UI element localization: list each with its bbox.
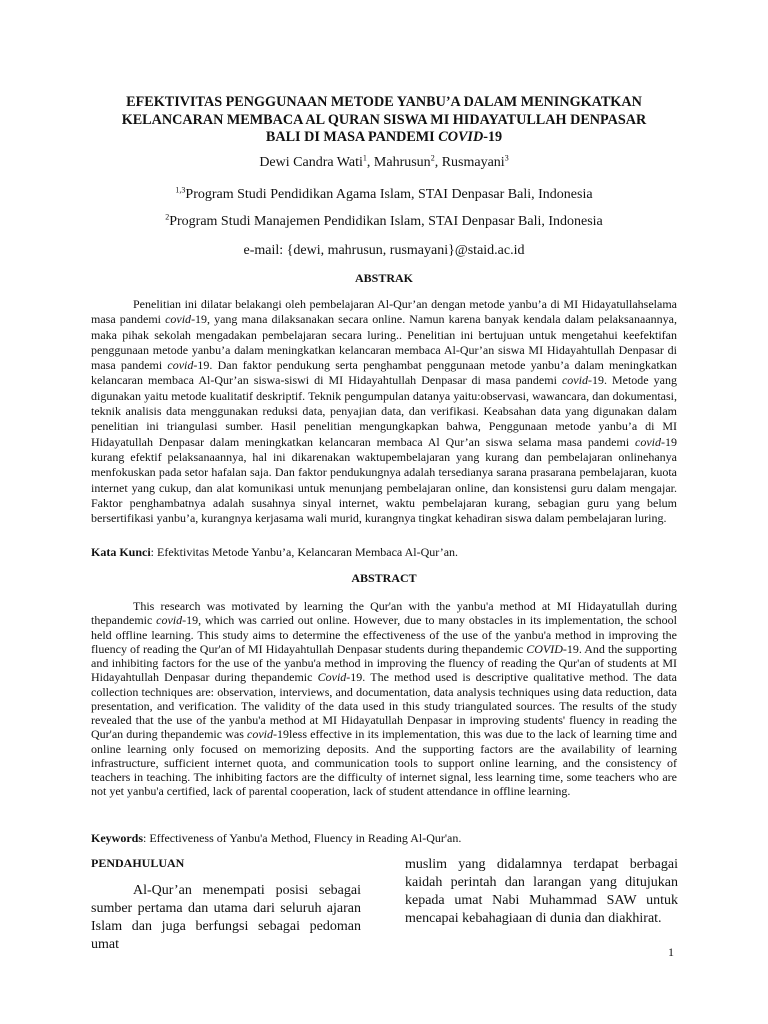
title-line-3: BALI DI MASA PANDEMI COVID-19	[265, 129, 503, 145]
keywords: Keywords: Effectiveness of Yanbu'a Method, Fluency in Reading Al-Qur'an.	[91, 831, 462, 845]
affiliation-2: $^2$Program Studi Manajemen Pendidikan Islam, STAI Denpasar Bali, Indonesia	[165, 212, 603, 229]
pendahuluan-heading: PENDAHULUAN	[91, 856, 185, 870]
intro-left-column: Al-Qur’an menempati posisi sebagai sumber pertama dan utama dari seluruh ajaran Islam dan juga berfungsi sebagai pedoman umat	[91, 883, 361, 952]
author-email: e-mail: {dewi, mahrusun, rusmayani}@staid.ac.id	[243, 243, 525, 258]
abstrak-heading: ABSTRAK	[354, 271, 413, 285]
page-number: 1	[668, 945, 674, 959]
author-list: Dewi Candra Wati$^1$, Mahrusun$^2$, Rusmayani$^3$	[259, 153, 509, 170]
abstract-body: This research was motivated by learning the Qur'an with the yanbu'a method at MI Hidayatullah during thepandemic covid-19, which was carried out online. However, due to many obstacles in its implementation, the school held offline learning. This study aims to determine the effectiveness of the use of the yanbu'a method in improving the fluency of reading the Qur'an of MI Hidayahtullah Denpasar students during thepandemic COVID-19. And the supporting and inhibiting factors for the use of the yanbu'a method in improving the fluency of reading the Qur'an of students at MI Hidayahtullah Denpasar during thepandemic Covid-19. The method used is descriptive qualitative method. The data collection techniques are: observation, interviews, and documentation, data analysis techniques using data reduction, data presentation, and verification. The validity of the data used in this study triangulated sources. The results of the study revealed that the use of the yanbu'a method at MI Hidayatullah Denpasar in improving students' fluency in reading the Qur'an during thepandemic was covid-19less effective in its implementation, this was due to the lack of learning time and online learning only focused on memorizing deposits. And the supporting factors are the availability of learning infrastructure, sufficient internet quota, and communication tools to support online learning, and the consistency of teachers in teaching. The inhibiting factors are the difficulty of internet signal, less learning time, some teachers who are not yet yanbu'a certified, lack of parental cooperation, lack of student attendance in offline learning.	[91, 599, 677, 799]
kata-kunci: Kata Kunci: Efektivitas Metode Yanbu’a, Kelancaran Membaca Al-Qur’an.	[91, 545, 459, 559]
abstrak-body: Penelitian ini dilatar belakangi oleh pembelajaran Al-Qur’an dengan metode yanbu’a di MI Hidayatullahselama masa pandemi covid-19, yang mana dilaksanakan secara online. Namun karena banyak kendala dalam pelaksanaannya, maka pihak sekolah mengadakan pembelajaran secara luring.. Penelitian ini bertujuan untuk mengetahui keefektifan penggunaan metode yanbu’a dalam meningkatkan kelancaran membaca Al-Qur’an siswa MI Hidayahtullah Denpasar di masa pandemi covid-19. Dan faktor pendukung serta penghambat penggunaan metode yanbu’a dalam meningkatkan kelancaran membaca Al-Qur’an siswa-siswi di MI Hidayahtullah Denpasar di masa pandemi covid-19. Metode yang digunakan yaitu metode kualitatif deskriptif. Teknik pengumpulan datanya yaitu:observasi, wawancara, dan dokumentasi, teknik analisis data menggunakan reduksi data, penyajian data, dan verifikasi. Keabsahan data yang digunakan dalam penelitian ini triangulasi sumber. Hasil penelitian mengungkapkan bahwa, Penggunaan metode yanbu’a di MI Hidayatullah Denpasar dalam meningkatkan kelancaran membaca Al Qur’an siswa selama masa pandemi covid-19 kurang efektif pelaksanaannya, hal ini dikarenakan waktupembelajaran yang kurang dan pembelajaran onlinehanya menfokuskan pada setor hafalan saja. Dan faktor pendukungnya adalah tersedianya sarana prasarana pembelajaran, kuota internet yang cukup, dan alat komunikasi untuk menunjang pembelajaran online, dan konsistensi guru dalam mengajar. Faktor penghambatnya adalah susahnya sinyal internet, waktu pembelajaran kurang, sebagian guru yang belum bersertifikasi yanbu’a, kurangnya kerjasama wali murid, kurangnya tingkat kehadiran siswa dalam pembelajaran luring.	[91, 297, 678, 526]
abstract-heading: ABSTRACT	[351, 571, 417, 585]
title-line-1: EFEKTIVITAS PENGGUNAAN METODE YANBU’A DALAM MENINGKATKAN	[126, 94, 642, 110]
intro-right-column: muslim yang didalamnya terdapat berbagai kaidah perintah dan larangan yang ditujukan kepada umat Nabi Muhammad SAW untuk mencapai kebahagiaan di dunia dan diakhirat.	[405, 857, 678, 926]
paper-title	[80, 94, 688, 147]
title-line-2: KELANCARAN MEMBACA AL QURAN SISWA MI HIDAYATULLAH DENPASAR	[121, 111, 647, 128]
affiliation-1: $^{1,3}$Program Studi Pendidikan Agama Islam, STAI Denpasar Bali, Indonesia	[175, 185, 593, 202]
